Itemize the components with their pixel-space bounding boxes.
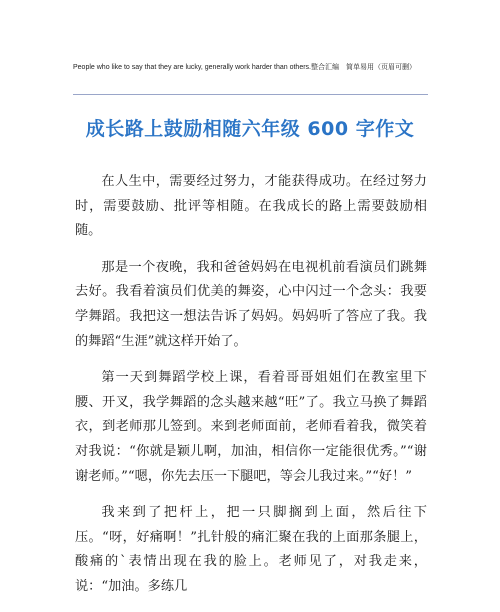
paragraph: 我来到了把杆上，把一只脚搁到上面，然后往下压。“呀，好痛啊！”扎针般的痛汇聚在我的上面那条腿上，酸痛的`表情出现在我的脸上。老师见了，对我走来，说：“加油。多练几	[75, 505, 427, 594]
document-body	[75, 170, 427, 612]
paragraph: 那是一个夜晚，我和爸爸妈妈在电视机前看演员们跳舞去好。我看着演员们优美的舞姿，心中闪过一个念头：我要学舞蹈。我把这一想法告诉了妈妈。妈妈听了答应了我。我的舞蹈“生涯”就这样开始了。	[75, 259, 427, 349]
page-header: People who like to say that they are lucky, generally work harder than others.整合汇编 简单易用（页眉可删）	[73, 64, 416, 71]
document-title: 成长路上鼓励相随六年级 600 字作文	[85, 118, 415, 140]
paragraph: 在人生中，需要经过努力，才能获得成功。在经过努力时，需要鼓励、批评等相随。在我成长的路上需要鼓励相随。	[75, 174, 427, 239]
paragraph: 第一天到舞蹈学校上课，看着哥哥姐姐们在教室里下腰、开叉，我学舞蹈的念头越来越“旺”了。我立马换了舞蹈衣，到老师那儿签到。来到老师面前，老师看着我，微笑着对我说：“你就是颖儿啊，加油，相信你一定能很优秀。”“谢谢老师。”“嗯，你先去压一下腿吧，等会儿我过来。”“好！”	[75, 370, 427, 484]
header-divider	[73, 94, 428, 95]
